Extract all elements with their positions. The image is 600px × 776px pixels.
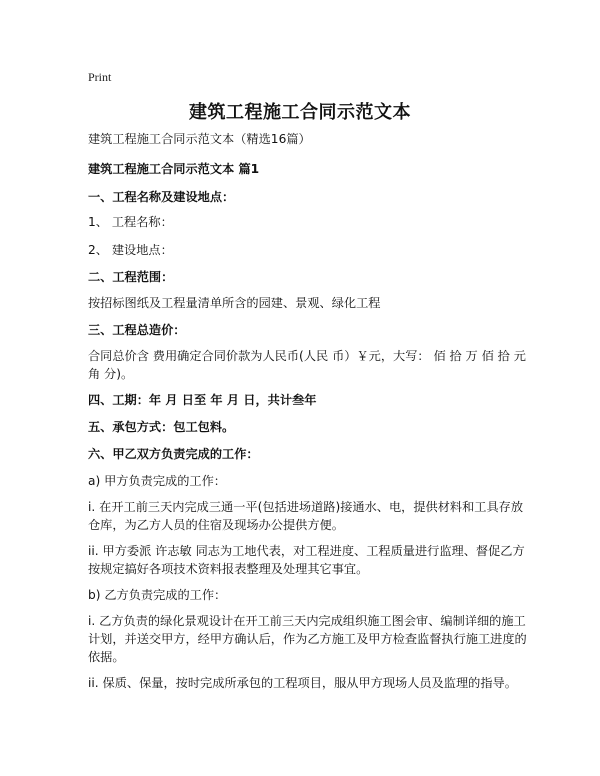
party-b-label: b) 乙方负责完成的工作： xyxy=(88,588,227,602)
heading-scope: 二、工程范围： xyxy=(88,270,174,284)
party-b-item-1-line-1: i. 乙方负责的绿化景观设计在开工前三天内完成组织施工图会审、编制详细的施工 xyxy=(88,614,526,628)
party-a-item-1-line-1: i. 在开工前三天内完成三通一平(包括进场道路)接通水、电，提供材料和工具存放 xyxy=(88,500,524,514)
heading-project-name: 一、工程名称及建设地点： xyxy=(88,190,235,204)
party-b-item-2: ii. 保质、保量，按时完成所承包的工程项目，服从甲方现场人员及监理的指导。 xyxy=(88,676,517,690)
heading-total-cost: 三、工程总造价： xyxy=(88,323,186,337)
party-a-item-2-line-2: 按规定搞好各项技术资料报表整理及处理其它事宜。 xyxy=(88,562,369,576)
heading-contract-type: 五、承包方式：包工包料。 xyxy=(88,420,235,434)
party-b-item-1-line-3: 依据。 xyxy=(88,650,125,664)
total-cost-line-2: 角 分)。 xyxy=(88,367,134,381)
party-a-item-2-line-1: ii. 甲方委派 许志敏 同志为工地代表，对工程进度、工程质量进行监理、督促乙方 xyxy=(88,544,525,558)
total-cost-line-1: 合同总价含 费用确定合同价款为人民币(人民 币）￥元，大写： 佰 拾 万 佰 拾 元 xyxy=(88,349,526,363)
build-location-line: 2、 建设地点： xyxy=(88,243,173,257)
heading-responsibilities: 六、甲乙双方负责完成的工作： xyxy=(88,447,259,461)
section-title: 建筑工程施工合同示范文本 篇1 xyxy=(88,162,260,176)
party-b-item-1-line-2: 计划，并送交甲方，经甲方确认后，作为乙方施工及甲方检查监督执行施工进度的 xyxy=(88,632,527,646)
document-title: 建筑工程施工合同示范文本 xyxy=(189,102,411,123)
heading-duration: 四、工期：年 月 日至 年 月 日，共计叁年 xyxy=(88,393,317,407)
document-subtitle: 建筑工程施工合同示范文本（精选16篇） xyxy=(88,132,311,146)
print-label[interactable]: Print xyxy=(88,70,112,84)
party-a-label: a) 甲方负责完成的工作： xyxy=(88,474,226,488)
project-name-line: 1、 工程名称： xyxy=(88,215,173,229)
party-a-item-1-line-2: 仓库，为乙方人员的住宿及现场办公提供方便。 xyxy=(88,518,344,532)
scope-text: 按招标图纸及工程量清单所含的园建、景观、绿化工程 xyxy=(88,296,381,310)
